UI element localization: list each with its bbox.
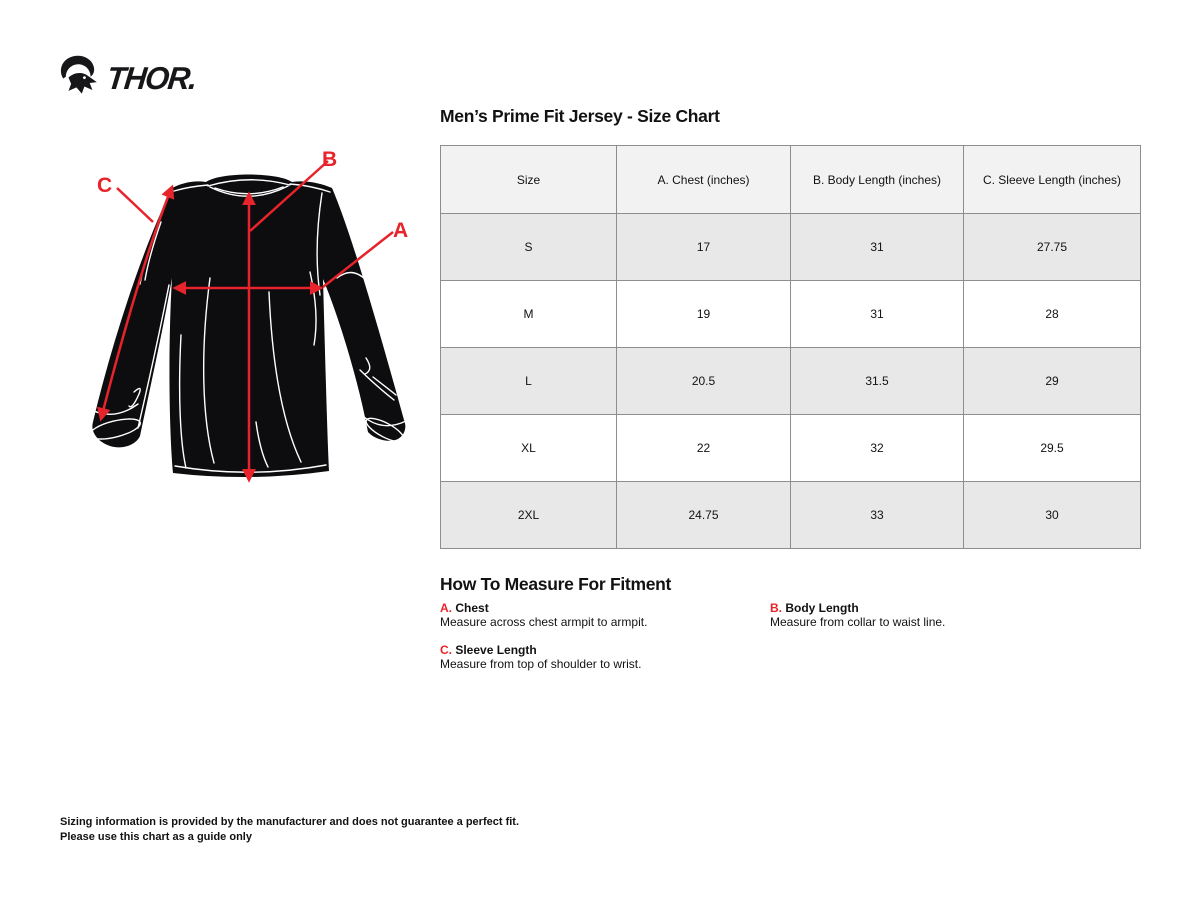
column-header-size: Size (441, 146, 617, 214)
table-row (441, 482, 1141, 549)
measure-item-name: Sleeve Length (455, 643, 537, 657)
cell-sleeve-length: 28 (964, 281, 1141, 348)
measure-item-name: Body Length (785, 601, 859, 615)
cell-sleeve-length: 29.5 (964, 415, 1141, 482)
cell-chest: 24.75 (617, 482, 791, 549)
cell-size: S (441, 214, 617, 281)
cell-sleeve-length: 29 (964, 348, 1141, 415)
cell-sleeve-length: 27.75 (964, 214, 1141, 281)
measure-item-description: Measure from top of shoulder to wrist. (440, 657, 642, 671)
cell-sleeve-length: 30 (964, 482, 1141, 549)
disclaimer (60, 815, 519, 844)
table-row (441, 415, 1141, 482)
cell-body-length: 31 (791, 281, 964, 348)
table-header-row (441, 146, 1141, 214)
measure-item-sleeve-length (440, 643, 760, 671)
measure-item-title (770, 601, 1090, 615)
cell-size: 2XL (441, 482, 617, 549)
disclaimer-line-1: Sizing information is provided by the manufacturer and does not guarantee a perfect fit. (60, 816, 520, 828)
cell-chest: 19 (617, 281, 791, 348)
cell-body-length: 31 (791, 214, 964, 281)
callout-line-c (117, 188, 153, 222)
cell-chest: 17 (617, 214, 791, 281)
measure-item-description: Measure across chest armpit to armpit. (440, 615, 648, 629)
diagram-label-b: B (322, 148, 338, 171)
measure-item-title (440, 601, 760, 615)
jersey-illustration (60, 130, 440, 510)
measure-item-description: Measure from collar to waist line. (770, 615, 946, 629)
cell-chest: 20.5 (617, 348, 791, 415)
brand-wordmark: THOR. (105, 60, 198, 96)
cell-body-length: 33 (791, 482, 964, 549)
diagram-label-c: C (97, 174, 113, 197)
column-header-sleeve-length: C. Sleeve Length (inches) (964, 146, 1141, 214)
diagram-label-a: A (393, 219, 409, 242)
measure-item-name: Chest (455, 601, 489, 615)
table-row (441, 348, 1141, 415)
measure-item-body-length (770, 601, 1090, 629)
page-title: Men’s Prime Fit Jersey - Size Chart (440, 106, 720, 126)
jersey-diagram (60, 130, 440, 510)
cell-size: M (441, 281, 617, 348)
cell-body-length: 31.5 (791, 348, 964, 415)
brand-logo (57, 53, 198, 97)
measure-item-letter: B. (770, 601, 782, 615)
size-chart-table (440, 145, 1141, 549)
measure-item-chest (440, 601, 760, 629)
cell-body-length: 32 (791, 415, 964, 482)
thor-ram-icon (57, 53, 103, 97)
cell-size: L (441, 348, 617, 415)
table-row (441, 281, 1141, 348)
how-to-measure-heading: How To Measure For Fitment (440, 574, 672, 594)
cell-size: XL (441, 415, 617, 482)
measure-item-letter: A. (440, 601, 452, 615)
cell-chest: 22 (617, 415, 791, 482)
measure-item-letter: C. (440, 643, 452, 657)
measure-item-title (440, 643, 760, 657)
column-header-chest: A. Chest (inches) (617, 146, 791, 214)
table-row (441, 214, 1141, 281)
column-header-body-length: B. Body Length (inches) (791, 146, 964, 214)
disclaimer-line-2: Please use this chart as a guide only (60, 830, 252, 843)
